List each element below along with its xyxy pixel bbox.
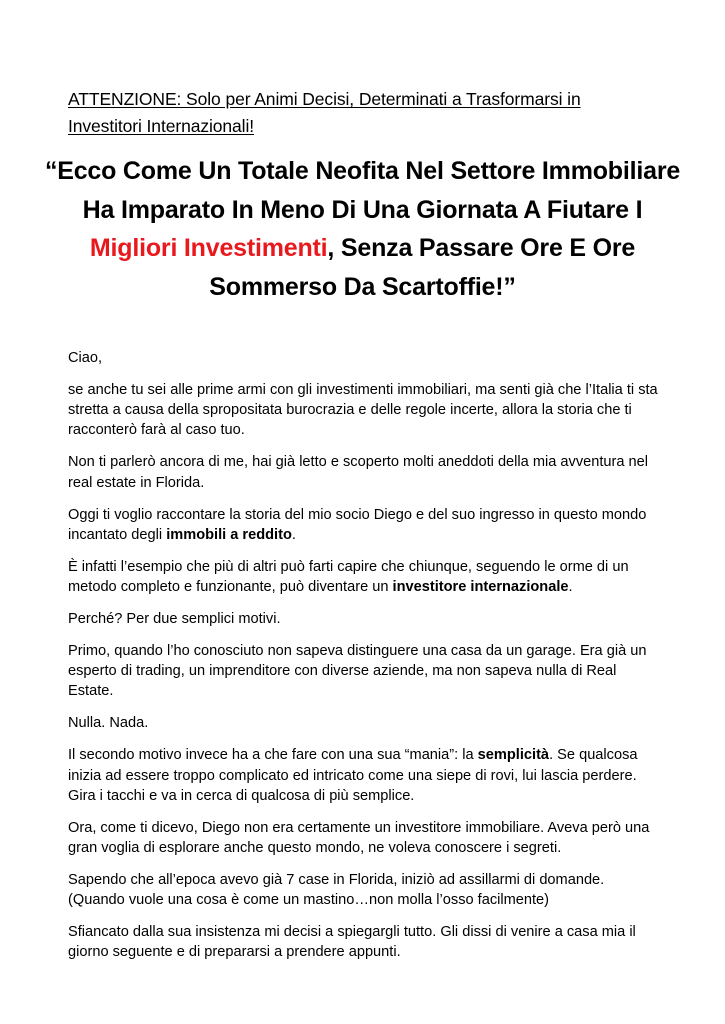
paragraph [68,505,658,545]
bold-text: semplicità [477,747,550,764]
paragraph-text: . [568,579,573,596]
paragraph: Primo, quando l’ho conosciuto non sapeva distinguere una casa da un garage. Era già un esperto di trading, un imprenditore con diverse aziende, ma non sapeva nulla di Real Estate. [68,643,647,700]
main-headline [40,152,685,306]
paragraph [68,557,658,597]
paragraph-greeting: Ciao, [68,350,103,366]
paragraph: Perché? Per due semplici motivi. [68,611,281,628]
headline-text-before: “Ecco Come Un Totale Neofita Nel Settore Immobiliare Ha Imparato In Meno Di Una Giornata A Fiutare I [44,157,681,224]
headline-text-after: , Senza Passare Ore E Ore Sommerso Da Scartoffie!” [209,234,636,301]
paragraph: Sfiancato dalla sua insistenza mi decisi a spiegargli tutto. Gli dissi di venire a casa mia il giorno seguente e di prepararsi a prendere appunti. [68,924,636,961]
paragraph: Nulla. Nada. [68,715,149,732]
paragraph: Non ti parlerò ancora di me, hai già letto e scoperto molti aneddoti della mia avventura nel real estate in Florida. [68,454,649,491]
paragraph-text: . Se qualcosa inizia ad essere troppo complicato ed intricato come una siepe di rovi, lui lascia perdere. Gira i tacchi e va in cerca di qualcosa di più semplice. [68,747,638,804]
bold-text: immobili a reddito [166,526,292,543]
paragraph-text: Oggi ti voglio raccontare la storia del mio socio Diego e del suo ingresso in questo mondo incantato degli [68,506,647,543]
headline-highlight: Migliori Investimenti [89,234,328,262]
paragraph: se anche tu sei alle prime armi con gli investimenti immobiliari, ma senti già che l’Italia ti sta stretta a causa della spropositata burocrazia e delle regole incerte, allora la storia che ti racconterò farà al caso tuo. [68,382,658,439]
bold-text: investitore internazionale [392,579,569,596]
paragraph [68,745,658,806]
warning-heading: ATTENZIONE: Solo per Animi Decisi, Determinati a Trasformarsi in Investitori Internazionali! [68,89,581,136]
paragraph: Ora, come ti dicevo, Diego non era certamente un investitore immobiliare. Aveva però una gran voglia di esplorare anche questo mondo, ne voleva conoscere i segreti. [68,819,650,857]
paragraph-text: Il secondo motivo invece ha a che fare con una sua “mania”: la [68,747,478,764]
paragraph-text: . [291,526,296,543]
paragraph-text: È infatti l’esempio che più di altri può farti capire che chiunque, seguendo le orme di un metodo completo e funzionante, può diventare un [68,558,629,596]
paragraph: Sapendo che all’epoca avevo già 7 case in Florida, iniziò ad assillarmi di domande. (Quando vuole una cosa è come un mastino…non molla l’osso facilmente) [68,872,605,909]
body-text [68,348,658,974]
